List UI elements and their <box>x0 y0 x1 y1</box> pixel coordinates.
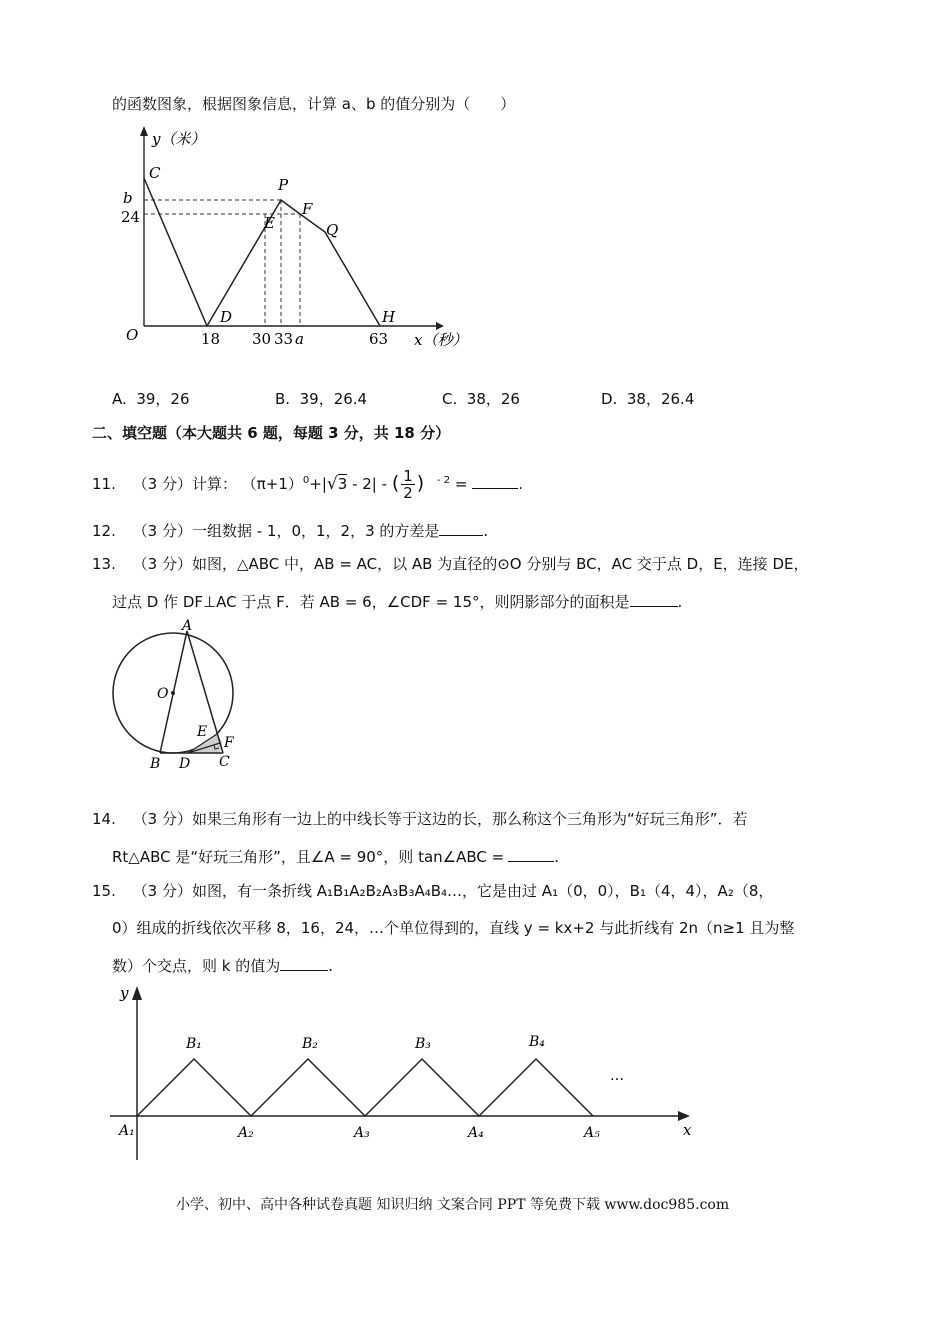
point-E: E <box>264 214 275 232</box>
svg-text:D: D <box>179 756 191 772</box>
svg-text:y: y <box>120 984 129 1002</box>
point-P: P <box>278 176 289 194</box>
q11-expr-2: +| <box>309 475 327 493</box>
q10-function-graph <box>118 122 468 354</box>
svg-text:A₅: A₅ <box>584 1125 600 1141</box>
svg-text:E: E <box>197 724 208 740</box>
svg-text:O: O <box>157 686 169 702</box>
x-tick-a: a <box>295 330 304 348</box>
q11-exponent-neg2: - 2 <box>436 475 451 486</box>
x-tick-63: 63 <box>369 330 389 348</box>
svg-text:B₁: B₁ <box>186 1036 202 1052</box>
svg-text:A₄: A₄ <box>468 1125 484 1141</box>
svg-text:A₃: A₃ <box>354 1125 370 1141</box>
section-title: 二、填空题（本大题共 6 题，每题 3 分，共 18 分） <box>92 424 451 442</box>
point-F: F <box>302 200 313 218</box>
origin-label: O <box>126 326 139 344</box>
svg-text:x: x <box>683 1121 692 1139</box>
svg-text:A₂: A₂ <box>238 1125 254 1141</box>
x-tick-33: 33 <box>274 330 294 348</box>
q10-option-a[interactable]: A. 39，26 <box>112 390 190 408</box>
q15-answer-blank[interactable] <box>280 955 328 971</box>
point-H: H <box>382 308 396 326</box>
q10-option-b[interactable]: B. 39，26.4 <box>275 390 368 408</box>
question-15-line2: 0）组成的折线依次平移 8，16，24，…个单位得到的，直线 y = kx+2 与此折线有 2n（n≥1 且为整 <box>112 919 795 937</box>
q10-stem: 的函数图象，根据图象信息，计算 a、b 的值分别为（ ） <box>112 95 516 113</box>
question-13-line2: 过点 D 作 DF⊥AC 于点 F．若 AB = 6，∠CDF = 15°，则阴影部分的面积是 . <box>112 593 683 611</box>
y-tick-b: b <box>123 189 133 207</box>
q15-zigzag-figure <box>110 980 700 1166</box>
svg-text:F: F <box>224 735 234 751</box>
question-15-line3: 数）个交点，则 k 的值为 . <box>112 957 334 975</box>
q13-answer-blank[interactable] <box>630 591 678 607</box>
q11-number: 11. <box>92 475 116 493</box>
q11-expr-1: （π+1） <box>241 475 303 493</box>
q10-option-d[interactable]: D. 38，26.4 <box>601 390 695 408</box>
y-tick-24: 24 <box>121 208 141 226</box>
point-Q: Q <box>326 221 339 239</box>
q13-circle-figure <box>100 618 270 776</box>
q10-option-c[interactable]: C. 38，26 <box>442 390 520 408</box>
svg-text:B: B <box>150 756 161 772</box>
q11-equals: = <box>454 475 468 493</box>
point-D: D <box>220 308 233 326</box>
svg-text:A₁: A₁ <box>119 1123 135 1139</box>
question-14-line1: 14. （3 分）如果三角形有一边上的中线长等于这边的长，那么称这个三角形为“好玩三角形”．若 <box>92 810 748 828</box>
q14-answer-blank[interactable] <box>508 846 554 862</box>
q11-sqrt-arg: 3 <box>337 475 348 493</box>
q11-score: （3 分）计算： <box>132 475 237 493</box>
x-tick-30: 30 <box>252 330 272 348</box>
zigzag-polyline <box>137 1059 593 1116</box>
q11-fraction: $\frac{1}{2}$ <box>403 467 413 502</box>
svg-text:…: … <box>610 1068 624 1084</box>
point-C: C <box>149 164 161 182</box>
x-tick-18: 18 <box>201 330 221 348</box>
page-footer: 小学、初中、高中各种试卷真题 知识归纳 文案合同 PPT 等免费下载 www.doc985.com <box>176 1197 730 1213</box>
question-13-line1: 13. （3 分）如图，△ABC 中，AB = AC，以 AB 为直径的⊙O 分别与 BC，AC 交于点 D，E，连接 DE， <box>92 555 809 573</box>
svg-text:C: C <box>219 754 230 770</box>
question-15-line1: 15. （3 分）如图，有一条折线 A₁B₁A₂B₂A₃B₃A₄B₄…，它是由过 A₁（0，0），B₁（4，4），A₂（8， <box>92 882 774 900</box>
y-axis-label: y（米） <box>152 130 206 148</box>
q11-exponent-0: 0 <box>302 475 310 486</box>
q11-answer-blank[interactable] <box>472 473 518 489</box>
svg-text:B₂: B₂ <box>302 1036 318 1052</box>
question-14-line2: Rt△ABC 是“好玩三角形”，且∠A = 90°，则 tan∠ABC = . <box>112 848 559 866</box>
svg-text:B₄: B₄ <box>529 1034 545 1050</box>
q12-answer-blank[interactable] <box>439 520 483 536</box>
svg-text:B₃: B₃ <box>415 1036 431 1052</box>
question-12: 12. （3 分）一组数据 - 1，0，1，2，3 的方差是 . <box>92 522 489 540</box>
svg-text:A: A <box>182 618 193 634</box>
x-axis-label: x（秒） <box>414 331 468 349</box>
q11-expr-3: - 2| - <box>352 475 388 493</box>
sqrt-icon: √ <box>326 474 338 494</box>
question-11: 11. （3 分）计算： $(\pi+1)^0+|√3 - 2|$ - ( $\frac{1}{2}$ ) $^{- 2}$ = . <box>92 467 524 502</box>
